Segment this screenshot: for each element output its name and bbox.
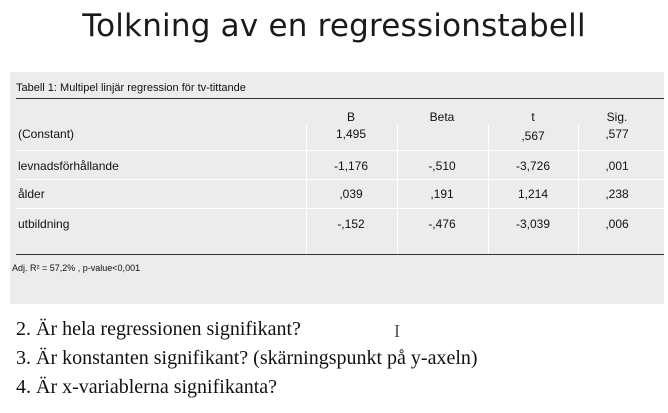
header-b: B — [346, 110, 355, 124]
row-label-levnadsforhallande: levnadsförhållande — [18, 159, 119, 173]
cell-t: -3,726 — [515, 159, 551, 173]
cell-t: 1,214 — [517, 187, 549, 201]
row-divider — [16, 150, 664, 151]
cell-beta: -,510 — [428, 159, 456, 173]
cell-beta: ,191 — [430, 187, 454, 201]
cell-t: ,567 — [521, 129, 545, 143]
table-bottom-rule — [16, 254, 664, 255]
row-label-alder: ålder — [18, 187, 45, 201]
row-label-utbildning: utbildning — [18, 217, 70, 231]
cell-sig: ,001 — [605, 159, 629, 173]
row-label-constant: (Constant) — [18, 127, 75, 141]
header-beta: Beta — [429, 110, 455, 124]
table-note: Adj. R² = 57,2% , p-value<0,001 — [12, 263, 141, 273]
text-cursor-icon: I — [394, 321, 400, 341]
cell-sig: ,577 — [605, 127, 629, 141]
cell-b: 1,495 — [335, 127, 367, 141]
question-2: 2. Är hela regressionen signifikant? — [16, 318, 301, 340]
slide-title: Tolkning av en regressionstabell — [82, 8, 586, 44]
table-caption: Tabell 1: Multipel linjär regression för tv-tittande — [16, 82, 246, 94]
regression-table — [10, 72, 664, 304]
table-top-rule — [16, 98, 664, 99]
header-sig: Sig. — [606, 110, 628, 124]
header-t: t — [531, 110, 535, 124]
question-3: 3. Är konstanten signifikant? (skärningspunkt på y-axeln) — [16, 347, 478, 369]
cell-b: -1,176 — [333, 159, 369, 173]
cell-sig: ,006 — [605, 217, 629, 231]
cell-t: -3,039 — [515, 217, 551, 231]
cell-sig: ,238 — [605, 187, 629, 201]
row-divider — [16, 179, 664, 180]
cell-b: ,039 — [339, 187, 363, 201]
cell-b: -,152 — [337, 217, 365, 231]
question-4: 4. Är x-variablerna signifikanta? — [16, 376, 278, 398]
row-divider — [16, 208, 664, 209]
cell-beta: -,476 — [428, 217, 456, 231]
